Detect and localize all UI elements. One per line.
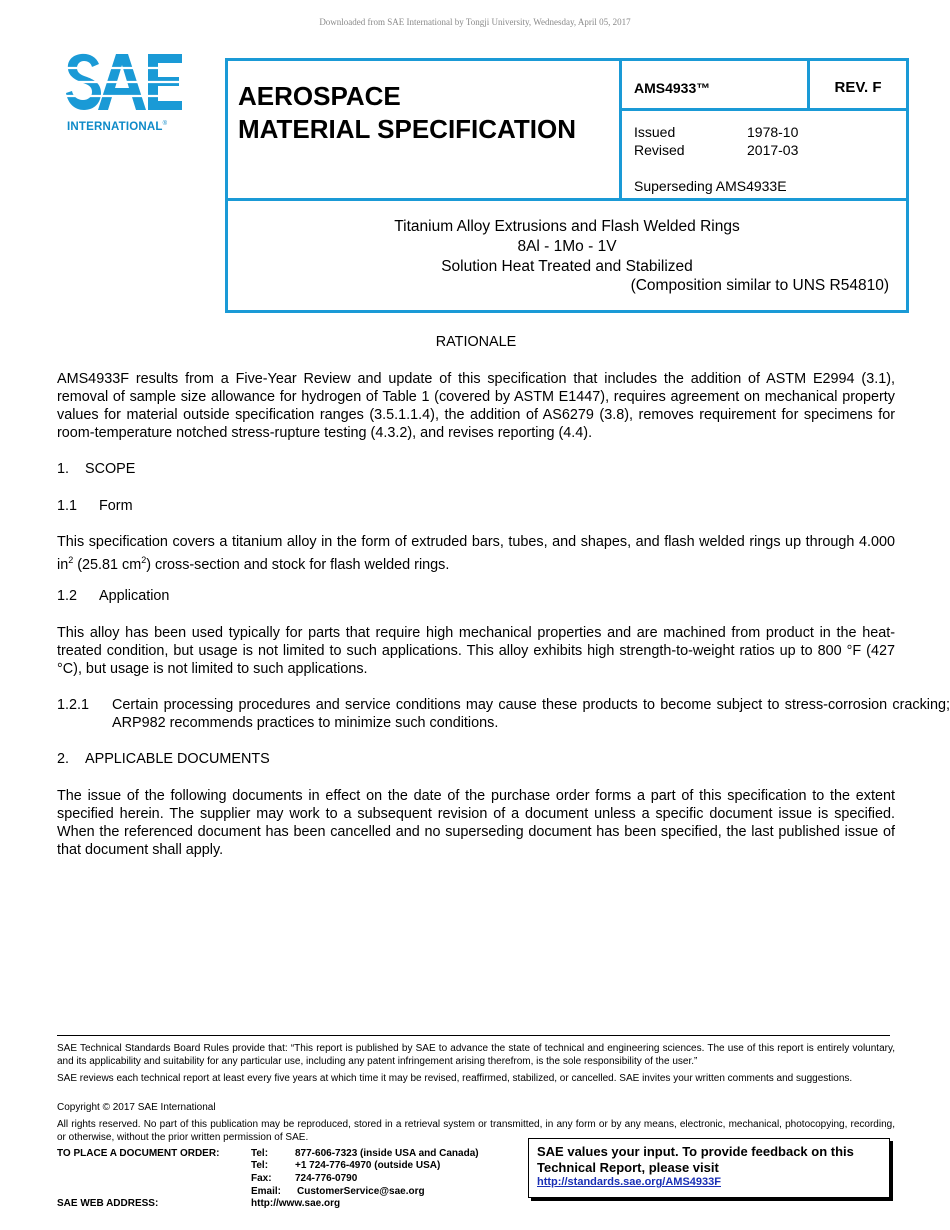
section-1-2-paragraph: This alloy has been used typically for parts that require high mechanical properties and are machined from product in the heat-treated condition, but usage is not limited to such applications. This alloy exhibits high strength-to-weight ratios up to 800 °F (427 °C), but usage is not limited to such applications. xyxy=(57,625,895,677)
tel2-label: Tel: xyxy=(251,1160,269,1171)
section-1-2-1-paragraph: 1.2.1 Certain processing procedures and service conditions may cause these products to become subject to stress-corrosion cracking; ARP982 recommends practices to minimize such conditions. xyxy=(57,697,950,731)
web-link[interactable]: http://www.sae.org xyxy=(251,1198,341,1209)
email-link[interactable]: CustomerService@sae.org xyxy=(297,1186,425,1197)
order-label: TO PLACE A DOCUMENT ORDER: xyxy=(57,1148,220,1159)
desc-condition: Solution Heat Treated and Stabilized xyxy=(441,258,693,275)
section-1-1-paragraph: This specification covers a titanium alloy in the form of extruded bars, tubes, and shapes, and flash welded rings up through 4.000 $in^2$ (25.81 $cm^2$) cross-section and stock for flash welded rings. xyxy=(57,534,895,573)
footer-review-text: SAE reviews each technical report at least every five years at which time it may be revised, reaffirmed, stabilized, or cancelled. SAE invites your written comments and suggestions. xyxy=(57,1073,853,1084)
web-label: SAE WEB ADDRESS: xyxy=(57,1198,159,1209)
revision-box xyxy=(807,58,909,111)
rationale-paragraph: AMS4933F results from a Five-Year Review and update of this specification that includes the addition of ASTM E2994 (3.1), removal of sample size allowance for hydrogen of Table 1 (covered by ASTM E1447), requires agreement on mechanical property values for material outside specification ranges (3.5.1.1.4), the addition of AS6279 (3.8), removes requirement for specimens for room-temperature notched stress-rupture testing (4.3.2), and revises reporting (4.4). xyxy=(57,371,895,441)
tel-value: 877-606-7323 (inside USA and Canada) xyxy=(295,1148,479,1159)
download-watermark: Downloaded from SAE International by Tongji University, Wednesday, April 05, 2017 xyxy=(319,17,631,27)
desc-uns: (Composition similar to UNS R54810) xyxy=(630,277,889,294)
desc-composition: 8Al - 1Mo - 1V xyxy=(517,238,617,255)
superseding-row: Superseding AMS4933E xyxy=(634,178,787,194)
feedback-link[interactable]: http://standards.sae.org/AMS4933F xyxy=(537,1176,721,1188)
footer-rights-text: All rights reserved. No part of this publication may be reproduced, stored in a retrieval system or transmitted, in any form or by any means, electronic, mechanical, photocopying, recording, or otherwise, without the prior written permission of SAE. xyxy=(57,1119,895,1143)
section-1-1-heading: 1.1 Form xyxy=(57,498,133,514)
fax-value: 724-776-0790 xyxy=(295,1173,358,1184)
rationale-heading: RATIONALE xyxy=(435,334,517,350)
tel-label: Tel: xyxy=(251,1148,269,1159)
spec-type-box xyxy=(225,58,622,201)
section-1-heading: 1. SCOPE xyxy=(57,461,136,477)
desc-title: Titanium Alloy Extrusions and Flash Welded Rings xyxy=(394,218,740,235)
tel2-value: +1 724-776-4970 (outside USA) xyxy=(295,1160,441,1171)
doc-number-box xyxy=(619,58,810,111)
feedback-text: SAE values your input. To provide feedback on this Technical Report, please visit xyxy=(537,1144,854,1175)
feedback-box xyxy=(528,1138,890,1198)
section-2-heading: 2. APPLICABLE DOCUMENTS xyxy=(57,751,270,767)
spec-description-box xyxy=(225,198,909,313)
section-2-paragraph: The issue of the following documents in effect on the date of the purchase order forms a part of this specification to the extent specified herein. The supplier may work to a subsequent revision of a document unless a specific document issue is specified. When the referenced document has been cancelled and no superseding document has been specified, the last published issue of that document shall apply. xyxy=(57,788,895,858)
doc-number: AMS4933™ xyxy=(634,80,711,96)
revised-row: Revised 2017-03 xyxy=(634,142,799,158)
issue-dates-box xyxy=(619,108,909,201)
section-1-2-heading: 1.2 Application xyxy=(57,588,170,604)
issued-row: Issued 1978-10 xyxy=(634,124,799,140)
footer-rules-text: SAE Technical Standards Board Rules provide that: “This report is published by SAE to advance the state of technical and engineering sciences. The use of this report is entirely voluntary, and its applicability and suitability for any particular use, including any patent infringement arising therefrom, is the sole responsibility of the user.” xyxy=(57,1043,895,1067)
footer-divider xyxy=(57,1035,890,1036)
fax-label: Fax: xyxy=(251,1173,272,1184)
sae-logo-icon xyxy=(66,50,182,116)
email-label: Email: xyxy=(251,1186,282,1197)
sae-international-wordmark: INTERNATIONAL® xyxy=(67,121,168,133)
revision-label: REV. F xyxy=(834,79,882,96)
spec-type-title: AEROSPACE MATERIAL SPECIFICATION xyxy=(238,81,576,144)
footer-copyright: Copyright © 2017 SAE International xyxy=(57,1102,216,1113)
